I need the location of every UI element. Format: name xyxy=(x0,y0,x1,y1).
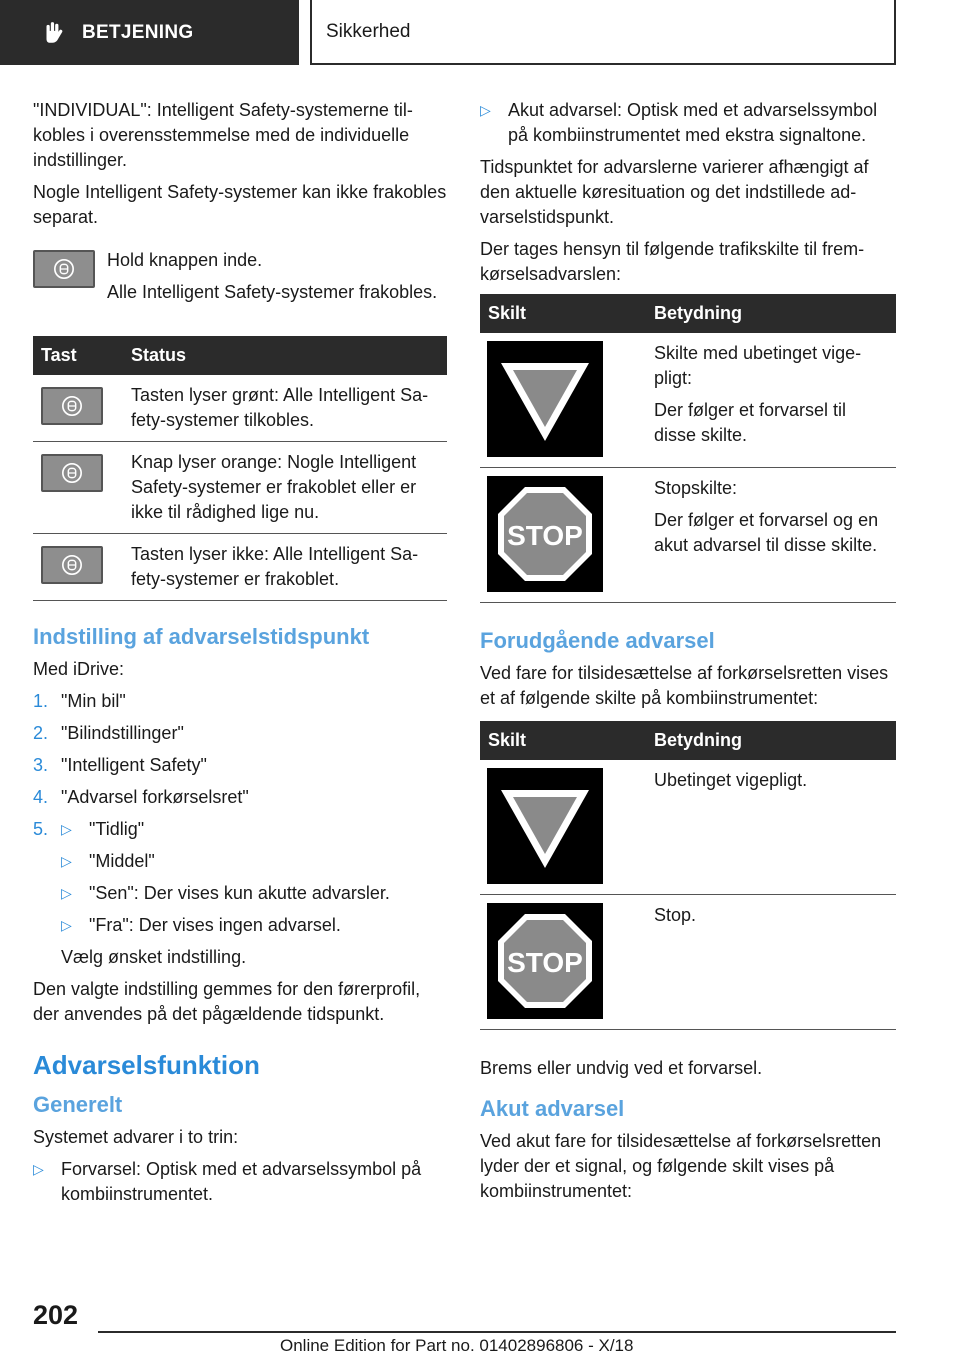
triangle-bullet-icon: ▷ xyxy=(61,917,72,933)
edition-text: Online Edition for Part no. 01402896806 - X/18 xyxy=(280,1336,634,1355)
yield-sign-icon xyxy=(487,341,603,457)
hand-icon xyxy=(40,20,66,46)
saved-text: Den valgte indstilling gemmes for den førerprofil, der anvendes på det pågældende tidspunkt. xyxy=(33,979,421,1024)
signs-table xyxy=(480,294,896,603)
list-item: 5. ▷ "Tidlig" xyxy=(33,817,447,842)
heading-acute-warning: Akut advarsel xyxy=(480,1096,625,1121)
choose-text: Vælg ønsket indstilling. xyxy=(61,947,247,967)
table-row xyxy=(33,375,447,442)
status-text: Knap lyser orange: Nogle Intelligent Safety-systemer er frakoblet eller er ikke til rådighed lige nu. xyxy=(123,442,447,534)
triangle-bullet-icon: ▷ xyxy=(480,102,491,118)
heading-warning-function: Advarselsfunktion xyxy=(33,1050,260,1080)
list-item: 3. "Intelligent Safety" xyxy=(33,755,207,775)
button-orange-icon xyxy=(41,454,103,492)
button-instruction xyxy=(33,248,447,312)
pre-warning-table xyxy=(480,721,896,1030)
table-row xyxy=(33,534,447,601)
triangle-bullet-icon: ▷ xyxy=(33,1161,44,1177)
yield-sign-icon xyxy=(487,768,603,884)
status-text: Tasten lyser ikke: Alle Intelligent Safety-systemer er frakoblet. xyxy=(123,534,447,601)
brake-text: Brems eller undvig ved et forvarsel. xyxy=(480,1058,763,1078)
intro-paragraph-2: Nogle Intelligent Safety-systemer kan ikke frakobles separat. xyxy=(33,182,447,227)
chapter-label: Sikkerhed xyxy=(326,20,411,42)
right-column xyxy=(480,98,896,1211)
triangle-bullet-icon: ▷ xyxy=(61,853,72,869)
heading-general: Generelt xyxy=(33,1092,123,1117)
intro-paragraph: "INDIVIDUAL": Intelligent Safety-systemerne tilkobles i overensstemmelse med de individuelle indstillinger. xyxy=(33,100,413,170)
section-label: BETJENING xyxy=(82,21,194,43)
footer-divider xyxy=(98,1331,896,1333)
idrive-text: Med iDrive: xyxy=(33,659,125,679)
list-item: 4. "Advarsel forkørselsret" xyxy=(33,787,249,807)
table-header-sign: Skilt xyxy=(480,721,646,760)
list-item: ▷ "Middel" xyxy=(61,849,447,874)
heading-warning-time: Indstilling af advarselstidspunkt xyxy=(33,624,370,649)
table-header-sign: Skilt xyxy=(480,294,646,333)
section-tab xyxy=(0,0,299,65)
svg-text:STOP: STOP xyxy=(507,520,583,551)
triangle-bullet-icon: ▷ xyxy=(61,885,72,901)
table-header-meaning: Betydning xyxy=(646,294,896,333)
acute-text: Ved akut fare for tilsidesættelse af forkørselsretten lyder der et signal, og følgende skilt vises på kombiinstrumentet: xyxy=(480,1131,882,1201)
page-number: 202 xyxy=(33,1300,79,1330)
timing-text: Tidspunktet for advarslerne varierer afhængigt af den aktuelle køresituation og det indstillede advarselstidspunkt. xyxy=(480,157,869,227)
list-item: ▷ "Sen": Der vises kun akutte advarsler. xyxy=(61,881,447,906)
table-row: STOP Stopskilte: Der følger et forvarsel og en akut advarsel til disse skilte. xyxy=(480,468,896,603)
left-column xyxy=(33,98,447,1214)
list-item: 2. "Bilindstillinger" xyxy=(33,723,184,743)
stop-sign-icon xyxy=(487,476,603,592)
list-item: ▷ Akut advarsel: Optisk med et advarselssymbol på kombiinstrumentet med ekstra signaltone. xyxy=(480,98,896,148)
hold-text: Hold knappen inde. xyxy=(107,250,263,270)
table-header-status: Status xyxy=(123,336,447,375)
status-text: Tasten lyser grønt: Alle Intelligent Safety-systemer tilkobles. xyxy=(123,375,447,442)
table-header-key: Tast xyxy=(33,336,123,375)
table-row: Skilte med ubetinget vigepligt: Der følger et forvarsel til disse skilte. xyxy=(480,333,896,468)
pre-warning-text: Ved fare for tilsidesættelse af forkørselsretten vises et af følgende skilte på kombiinstrumentet: xyxy=(480,663,889,708)
list-item: ▷ Forvarsel: Optisk med et advarselssymbol på kombiinstrumentet. xyxy=(33,1157,447,1207)
deactivate-text: Alle Intelligent Safety-systemer frakobles. xyxy=(107,282,438,302)
list-item: 1. "Min bil" xyxy=(33,691,126,711)
button-off-icon xyxy=(41,546,103,584)
svg-text:STOP: STOP xyxy=(507,947,583,978)
two-step-text: Systemet advarer i to trin: xyxy=(33,1127,239,1147)
chapter-tab xyxy=(310,0,896,65)
button-green-icon xyxy=(41,387,103,425)
triangle-bullet-icon: ▷ xyxy=(61,821,72,837)
table-row: STOP Stop. xyxy=(480,895,896,1030)
table-row: Ubetinget vigepligt. xyxy=(480,760,896,895)
heading-pre-warning: Forudgående advarsel xyxy=(480,628,715,653)
status-table xyxy=(33,336,447,601)
stop-sign-icon xyxy=(487,903,603,1019)
list-item: ▷ "Fra": Der vises ingen advarsel. xyxy=(61,913,447,938)
table-header-meaning: Betydning xyxy=(646,721,896,760)
signs-intro-text: Der tages hensyn til følgende trafikskilte til fremkørselsadvarslen: xyxy=(480,239,865,284)
table-row xyxy=(33,442,447,534)
